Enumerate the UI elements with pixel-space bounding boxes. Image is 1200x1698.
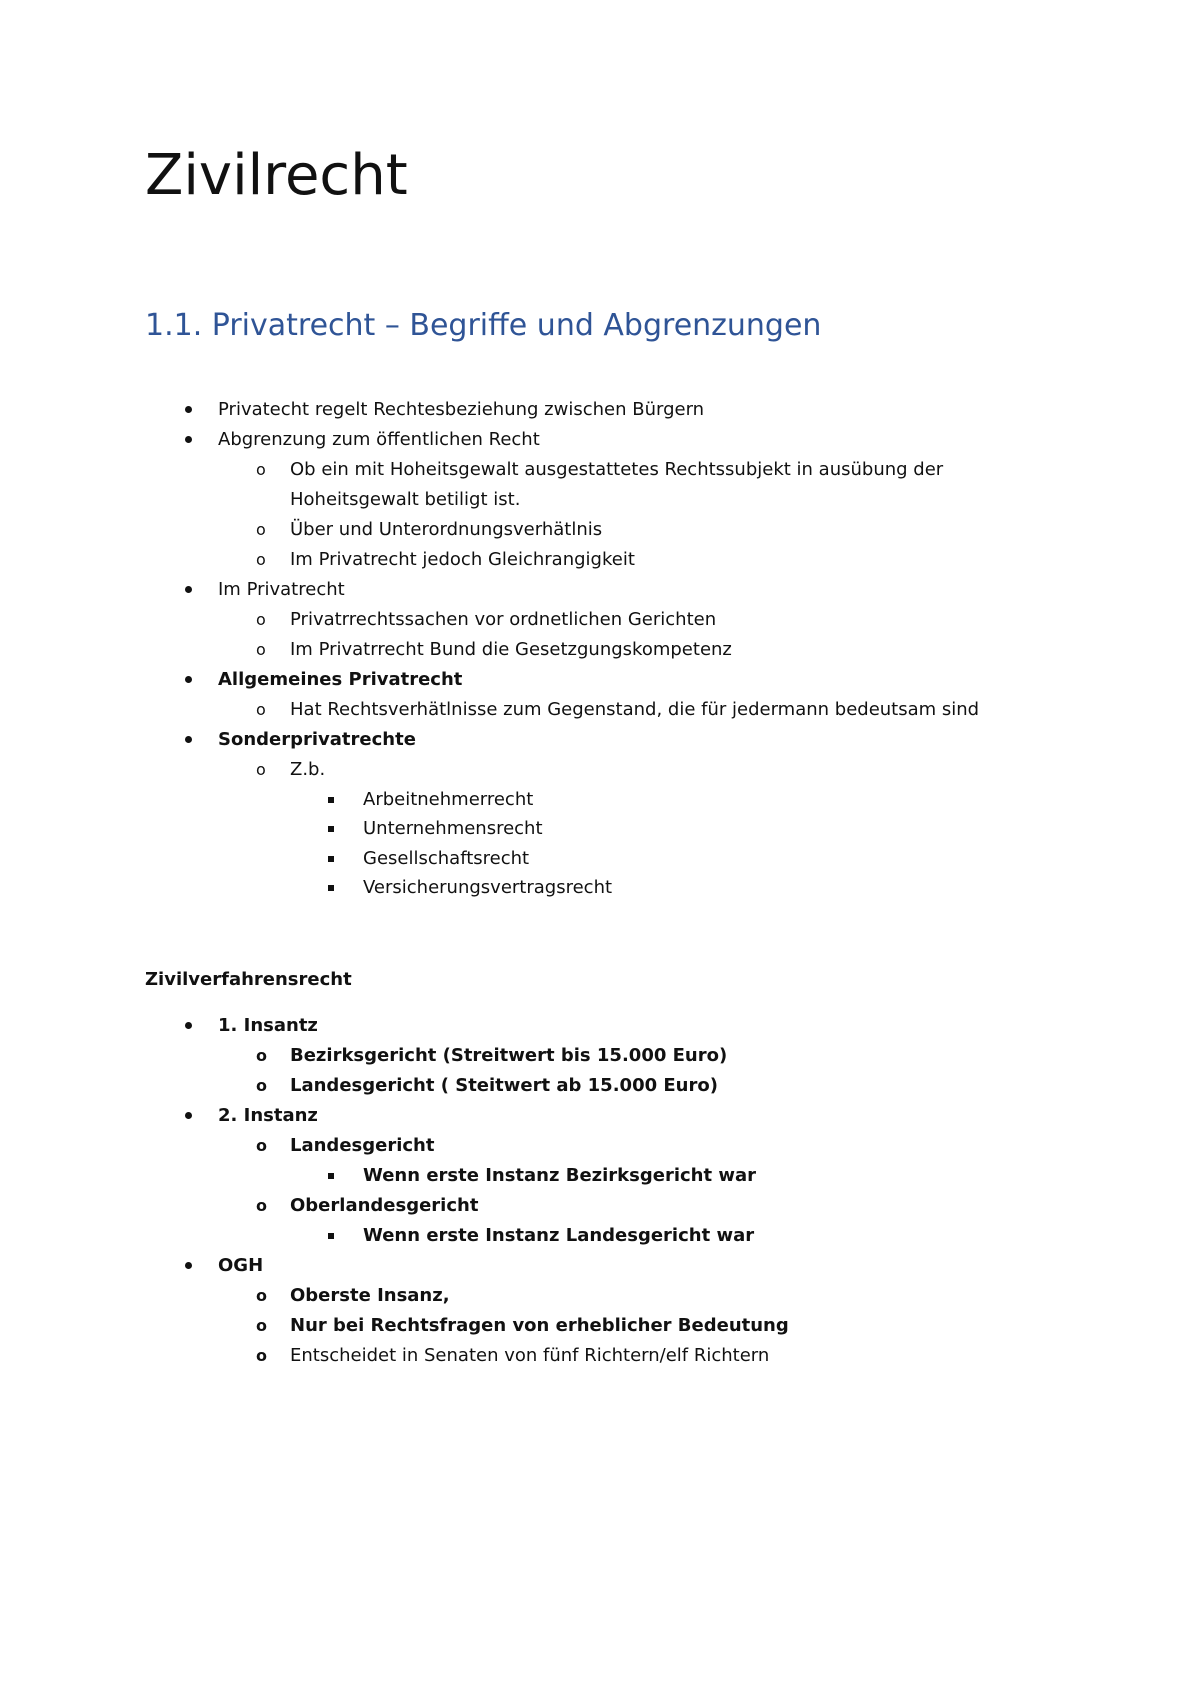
circle-marker: o	[256, 520, 266, 539]
square-bullet	[328, 885, 334, 891]
bullet-dot	[185, 676, 192, 683]
list-item: Über und Unterordnungsverhätlnis	[290, 519, 603, 540]
circle-marker: o	[256, 1136, 267, 1155]
list-item: Bezirksgericht (Streitwert bis 15.000 Euro)	[290, 1045, 728, 1066]
circle-marker: o	[256, 640, 266, 659]
circle-marker: o	[256, 550, 266, 569]
list-item: Im Privatrrecht Bund die Gesetzgungskompetenz	[290, 639, 732, 660]
circle-marker: o	[256, 1316, 267, 1335]
list-item: 1. Insantz	[218, 1015, 318, 1036]
bullet-dot	[185, 1112, 192, 1119]
list-item: OGH	[218, 1255, 264, 1276]
bullet-dot	[185, 1022, 192, 1029]
list-item: Wenn erste Instanz Bezirksgericht war	[363, 1165, 757, 1186]
square-bullet	[328, 797, 334, 803]
list-item: Ob ein mit Hoheitsgewalt ausgestattetes Rechtssubjekt in ausübung der	[290, 459, 944, 480]
circle-marker: o	[256, 1346, 267, 1365]
section-heading-privatrecht: 1.1. Privatrecht – Begriffe und Abgrenzungen	[145, 308, 822, 343]
circle-marker: o	[256, 460, 266, 479]
square-bullet	[328, 1173, 334, 1179]
list-item: Unternehmensrecht	[363, 818, 543, 839]
list-item: Abgrenzung zum öffentlichen Recht	[218, 429, 540, 450]
document-title: Zivilrecht	[145, 143, 408, 208]
bullet-dot	[185, 586, 192, 593]
section-heading-zivilverfahrensrecht: Zivilverfahrensrecht	[145, 969, 352, 990]
circle-marker: o	[256, 610, 266, 629]
bullet-dot	[185, 406, 192, 413]
circle-marker: o	[256, 1076, 267, 1095]
list-item: Im Privatrecht jedoch Gleichrangigkeit	[290, 549, 635, 570]
list-item: Z.b.	[290, 759, 326, 780]
list-item: Versicherungsvertragsrecht	[363, 877, 613, 898]
list-item: Hat Rechtsverhätlnisse zum Gegenstand, die für jedermann bedeutsam sind	[290, 699, 980, 720]
list-item-continued: Hoheitsgewalt betiligt ist.	[290, 489, 521, 510]
list-item: Wenn erste Instanz Landesgericht war	[363, 1225, 755, 1246]
square-bullet	[328, 826, 334, 832]
bullet-dot	[185, 736, 192, 743]
list-item: Oberlandesgericht	[290, 1195, 479, 1216]
circle-marker: o	[256, 700, 266, 719]
list-item: Im Privatrecht	[218, 579, 345, 600]
list-item: Arbeitnehmerrecht	[363, 789, 534, 810]
circle-marker: o	[256, 760, 266, 779]
circle-marker: o	[256, 1196, 267, 1215]
list-item: Privatrrechtssachen vor ordnetlichen Gerichten	[290, 609, 717, 630]
list-item: Entscheidet in Senaten von fünf Richtern/elf Richtern	[290, 1345, 770, 1366]
list-item: Allgemeines Privatrecht	[218, 669, 463, 690]
square-bullet	[328, 1233, 334, 1239]
list-item: Nur bei Rechtsfragen von erheblicher Bedeutung	[290, 1315, 789, 1336]
list-item: Sonderprivatrechte	[218, 729, 416, 750]
list-item: Landesgericht ( Steitwert ab 15.000 Euro)	[290, 1075, 718, 1096]
list-item: Privatecht regelt Rechtesbeziehung zwischen Bürgern	[218, 399, 705, 420]
list-item: Oberste Insanz,	[290, 1285, 450, 1306]
bullet-dot	[185, 1262, 192, 1269]
circle-marker: o	[256, 1046, 267, 1065]
list-item: 2. Instanz	[218, 1105, 318, 1126]
circle-marker: o	[256, 1286, 267, 1305]
list-item: Landesgericht	[290, 1135, 435, 1156]
bullet-dot	[185, 436, 192, 443]
square-bullet	[328, 856, 334, 862]
list-item: Gesellschaftsrecht	[363, 848, 530, 869]
